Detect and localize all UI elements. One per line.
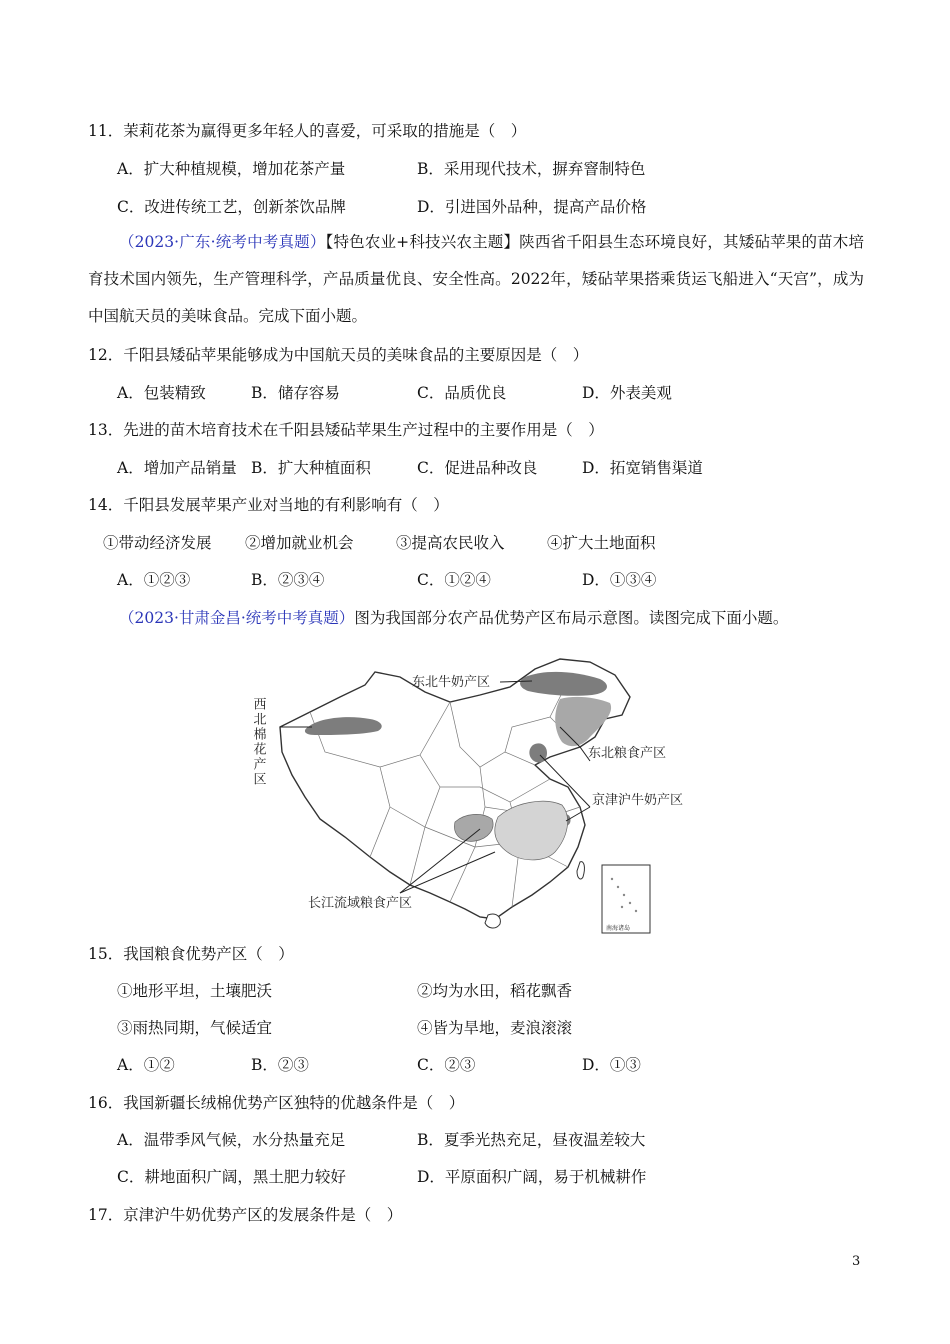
intro-paragraph-2 xyxy=(119,608,788,628)
q12-option-b: B．储存容易 xyxy=(251,384,340,402)
south-china-sea-inset xyxy=(602,865,650,933)
q15-item-2: ②均为水田，稻花飘香 xyxy=(417,982,573,1000)
q13-option-a: A．增加产品销量 xyxy=(117,459,237,477)
jingjin-milk-label: 京津沪牛奶产区 xyxy=(592,793,684,808)
intro-2-text: 图为我国部分农产品优势产区布局示意图。读图完成下面小题。 xyxy=(354,609,789,627)
q11-option-b: B．采用现代技术，摒弃窨制特色 xyxy=(417,160,646,178)
q12-option-a: A．包装精致 xyxy=(117,384,206,402)
q15-item-1: ①地形平坦，土壤肥沃 xyxy=(117,982,273,1000)
q12-option-d: D．外表美观 xyxy=(582,384,672,402)
q15-option-d: D．①③ xyxy=(582,1056,641,1074)
question-13-stem: 13．先进的苗木培育技术在千阳县矮砧苹果生产过程中的主要作用是（ ） xyxy=(88,421,604,439)
taiwan-island xyxy=(577,862,584,879)
q13-option-d: D．拓宽销售渠道 xyxy=(582,459,703,477)
northwest-cotton-label: 西北棉花产区 xyxy=(250,697,266,787)
yangtze-grain-label: 长江流域粮食产区 xyxy=(308,896,413,911)
q12-option-c: C．品质优良 xyxy=(417,384,507,402)
q15-option-b: B．②③ xyxy=(251,1056,309,1074)
intro-1-text: 【特色农业+科技兴农主题】陕西省千阳县生态环境良好，其矮砧苹果的苗木培育技术国内领先，生产管理科学，产品质量优良、安全性高。2022年，矮砧苹果搭乘货运飞船进入“天宫”，成为中国航天员的美味食品。完成下面小题。 xyxy=(88,233,864,325)
question-12-stem: 12．千阳县矮砧苹果能够成为中国航天员的美味食品的主要原因是（ ） xyxy=(88,346,589,364)
q15-option-c: C．②③ xyxy=(417,1056,476,1074)
agricultural-regions-map xyxy=(250,657,700,937)
intro-paragraph-1 xyxy=(88,224,864,335)
question-16-stem: 16．我国新疆长绒棉优势产区独特的优越条件是（ ） xyxy=(88,1094,465,1112)
q14-item-2: ②增加就业机会 xyxy=(245,534,354,552)
q14-option-a: A．①②③ xyxy=(117,571,191,589)
q16-option-a: A．温带季风气候，水分热量充足 xyxy=(117,1131,346,1149)
q16-option-b: B．夏季光热充足，昼夜温差较大 xyxy=(417,1131,646,1149)
intro-1-source: （2023·广东·统考中考真题） xyxy=(119,233,326,251)
q14-option-d: D．①③④ xyxy=(582,571,657,589)
question-17-stem: 17．京津沪牛奶优势产区的发展条件是（ ） xyxy=(88,1206,403,1224)
q14-option-c: C．①②④ xyxy=(417,571,491,589)
northeast-milk-label: 东北牛奶产区 xyxy=(412,675,491,690)
q16-option-c: C．耕地面积广阔，黑土肥力较好 xyxy=(117,1168,346,1186)
question-11-stem: 11．茉莉花茶为赢得更多年轻人的喜爱，可采取的措施是（ ） xyxy=(88,122,527,140)
question-15-stem: 15．我国粮食优势产区（ ） xyxy=(88,945,294,963)
northeast-grain-label: 东北粮食产区 xyxy=(588,746,667,761)
q15-item-3: ③雨热同期，气候适宜 xyxy=(117,1019,273,1037)
q16-option-d: D．平原面积广阔，易于机械耕作 xyxy=(417,1168,647,1186)
q11-option-a: A．扩大种植规模，增加花茶产量 xyxy=(117,160,346,178)
q14-item-3: ③提高农民收入 xyxy=(396,534,505,552)
q13-option-c: C．促进品种改良 xyxy=(417,459,538,477)
northeast-grain-region xyxy=(555,697,611,746)
q15-item-4: ④皆为旱地，麦浪滚滚 xyxy=(417,1019,573,1037)
page-number: 3 xyxy=(852,1254,861,1269)
q14-option-b: B．②③④ xyxy=(251,571,325,589)
inset-label: 南海诸岛 xyxy=(606,925,631,932)
q14-item-4: ④扩大土地面积 xyxy=(547,534,656,552)
hainan-island xyxy=(485,914,500,928)
q15-option-a: A．①② xyxy=(117,1056,175,1074)
q11-option-c: C．改进传统工艺，创新茶饮品牌 xyxy=(117,198,346,216)
q14-item-1: ①带动经济发展 xyxy=(103,534,212,552)
intro-2-source: （2023·甘肃金昌·统考中考真题） xyxy=(119,609,355,627)
q11-option-d: D．引进国外品种，提高产品价格 xyxy=(417,198,647,216)
q13-option-b: B．扩大种植面积 xyxy=(251,459,371,477)
question-14-stem: 14．千阳县发展苹果产业对当地的有利影响有（ ） xyxy=(88,496,449,514)
